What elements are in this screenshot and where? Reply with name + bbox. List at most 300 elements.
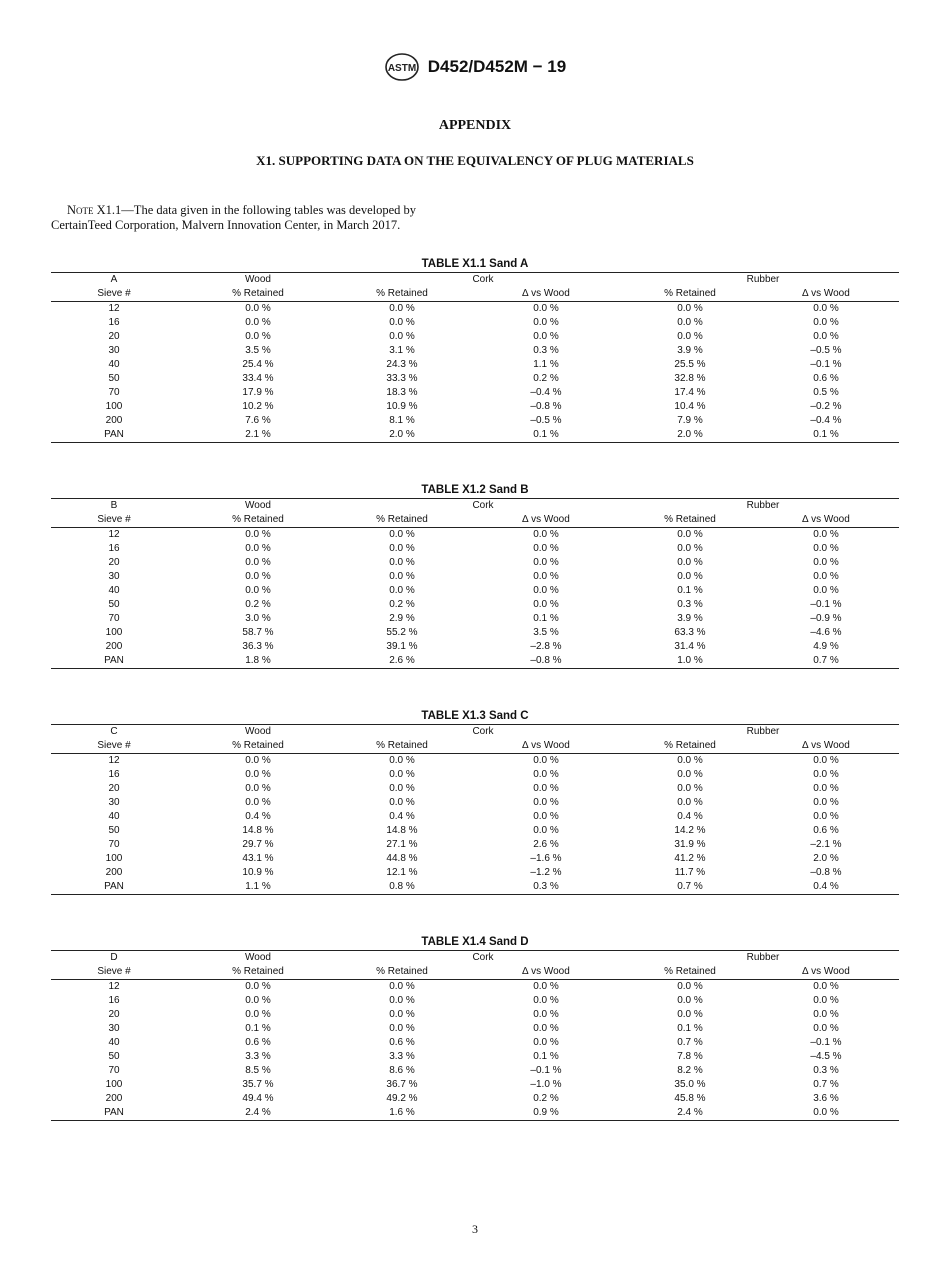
- table-sand-d: [51, 934, 899, 1121]
- note-text-line1: X1.1—The data given in the following tables was developed by: [93, 203, 417, 217]
- cell: 12: [108, 755, 120, 766]
- cell: 2.0 %: [627, 428, 753, 443]
- table-row: [51, 598, 899, 612]
- sand-label: D: [51, 951, 177, 966]
- cell: 3.1 %: [389, 345, 415, 356]
- cell: 55.2 %: [386, 627, 418, 638]
- cell: 2.6 %: [533, 839, 559, 850]
- cell: 8.5 %: [245, 1065, 271, 1076]
- cell: 0.0 %: [389, 783, 415, 794]
- cell: 0.0 %: [677, 557, 703, 568]
- cell: 2.4 %: [627, 1106, 753, 1121]
- cell: 0.3 %: [813, 1065, 839, 1076]
- cell: –0.4 %: [810, 415, 842, 426]
- table-row: [51, 866, 899, 880]
- cell: 0.0 %: [813, 797, 839, 808]
- table-row: [51, 754, 899, 769]
- cell: –0.1 %: [810, 1037, 842, 1048]
- cell: 0.1 %: [533, 1051, 559, 1062]
- cell: –2.8 %: [530, 641, 562, 652]
- data-table: [51, 498, 899, 669]
- cell: 0.0 %: [813, 811, 839, 822]
- cell: 0.1 %: [533, 613, 559, 624]
- cell: 0.0 %: [389, 981, 415, 992]
- column-header: % Retained: [177, 513, 339, 528]
- cell: 0.4 %: [677, 811, 703, 822]
- cell: –0.2 %: [810, 401, 842, 412]
- cell: 3.9 %: [677, 345, 703, 356]
- column-header-row: [51, 739, 899, 754]
- column-header: % Retained: [627, 287, 753, 302]
- cell: 0.2 %: [245, 599, 271, 610]
- cell: 50: [108, 825, 120, 836]
- cell: 100: [105, 1079, 123, 1090]
- cell: 2.6 %: [339, 654, 465, 669]
- cell: 31.9 %: [674, 839, 706, 850]
- cell: 49.4 %: [242, 1093, 274, 1104]
- cell: 0.9 %: [465, 1106, 627, 1121]
- cell: 3.3 %: [245, 1051, 271, 1062]
- cell: 14.8 %: [242, 825, 274, 836]
- cell: PAN: [51, 428, 177, 443]
- table-row: [51, 400, 899, 414]
- cell: 0.0 %: [389, 571, 415, 582]
- cell: 32.8 %: [674, 373, 706, 384]
- cell: 0.0 %: [389, 303, 415, 314]
- column-header: ∆ vs Wood: [753, 513, 899, 528]
- cell: 0.0 %: [677, 571, 703, 582]
- group-cork: Cork: [339, 725, 627, 740]
- cell: 0.0 %: [813, 995, 839, 1006]
- table-row: [51, 1050, 899, 1064]
- cell: 0.0 %: [389, 995, 415, 1006]
- cell: 0.0 %: [813, 755, 839, 766]
- cell: 12: [108, 981, 120, 992]
- cell: 0.7 %: [627, 880, 753, 895]
- group-rubber: Rubber: [627, 951, 899, 966]
- cell: 0.0 %: [813, 317, 839, 328]
- cell: 3.0 %: [245, 613, 271, 624]
- table-row: [51, 570, 899, 584]
- table-row: [51, 344, 899, 358]
- cell: 0.0 %: [533, 811, 559, 822]
- cell: 0.0 %: [389, 1023, 415, 1034]
- cell: 100: [105, 853, 123, 864]
- cell: 25.5 %: [674, 359, 706, 370]
- cell: 0.7 %: [813, 1079, 839, 1090]
- appendix-title: APPENDIX: [438, 118, 512, 133]
- cell: 70: [108, 387, 120, 398]
- cell: 0.0 %: [677, 331, 703, 342]
- cell: –4.5 %: [810, 1051, 842, 1062]
- cell: 24.3 %: [386, 359, 418, 370]
- cell: 50: [108, 373, 120, 384]
- cell: 0.0 %: [677, 543, 703, 554]
- cell: 0.0 %: [389, 317, 415, 328]
- group-header-row: [51, 499, 899, 514]
- cell: 40: [108, 811, 120, 822]
- cell: 0.0 %: [245, 331, 271, 342]
- cell: 2.1 %: [177, 428, 339, 443]
- cell: 20: [108, 783, 120, 794]
- data-table: [51, 272, 899, 443]
- cell: 0.3 %: [533, 345, 559, 356]
- cell: 18.3 %: [386, 387, 418, 398]
- cell: 0.0 %: [389, 797, 415, 808]
- cell: 12: [108, 529, 120, 540]
- cell: 0.0 %: [245, 571, 271, 582]
- cell: 16: [108, 543, 120, 554]
- column-header: ∆ vs Wood: [465, 513, 627, 528]
- cell: 0.1 %: [245, 1023, 271, 1034]
- cell: 0.0 %: [533, 331, 559, 342]
- cell: 0.0 %: [813, 981, 839, 992]
- cell: 1.1 %: [177, 880, 339, 895]
- table-row: [51, 528, 899, 543]
- cell: 0.0 %: [533, 769, 559, 780]
- cell: 17.4 %: [674, 387, 706, 398]
- cell: 0.0 %: [389, 557, 415, 568]
- note-x1-1: [51, 203, 481, 233]
- page-number: 3: [472, 1222, 478, 1236]
- table-sand-b: [51, 482, 899, 669]
- cell: 0.0 %: [245, 585, 271, 596]
- cell: 30: [108, 1023, 120, 1034]
- cell: 0.4 %: [753, 880, 899, 895]
- cell: 70: [108, 613, 120, 624]
- table-row: [51, 302, 899, 317]
- cell: –4.6 %: [810, 627, 842, 638]
- cell: 0.0 %: [813, 1009, 839, 1020]
- table-row: [51, 880, 899, 895]
- table-row: [51, 654, 899, 669]
- cell: 3.9 %: [677, 613, 703, 624]
- cell: 12.1 %: [386, 867, 418, 878]
- cell: 0.0 %: [813, 1023, 839, 1034]
- cell: 8.1 %: [389, 415, 415, 426]
- column-header: % Retained: [627, 739, 753, 754]
- cell: 0.0 %: [677, 1009, 703, 1020]
- cell: 0.0 %: [245, 769, 271, 780]
- cell: 0.0 %: [389, 585, 415, 596]
- standard-number: D452/D452M − 19: [427, 57, 567, 76]
- cell: –0.1 %: [530, 1065, 562, 1076]
- table-caption: TABLE X1.1 Sand A: [421, 258, 529, 270]
- cell: 0.0 %: [677, 755, 703, 766]
- cell: 0.0 %: [813, 543, 839, 554]
- cell: 0.0 %: [533, 529, 559, 540]
- cell: 10.9 %: [386, 401, 418, 412]
- column-header: Sieve #: [51, 287, 177, 302]
- cell: 36.3 %: [242, 641, 274, 652]
- table-row: [51, 1106, 899, 1121]
- cell: 50: [108, 1051, 120, 1062]
- column-header: ∆ vs Wood: [753, 739, 899, 754]
- table-sand-c: [51, 708, 899, 895]
- cell: 0.1 %: [677, 1023, 703, 1034]
- cell: 35.0 %: [674, 1079, 706, 1090]
- cell: –1.6 %: [530, 853, 562, 864]
- cell: 40: [108, 1037, 120, 1048]
- table-row: [51, 626, 899, 640]
- page-header: [0, 52, 950, 87]
- svg-text:ASTM: ASTM: [387, 63, 416, 74]
- cell: 0.0 %: [677, 995, 703, 1006]
- group-header-row: [51, 951, 899, 966]
- table-row: [51, 994, 899, 1008]
- cell: –0.5 %: [530, 415, 562, 426]
- cell: –0.9 %: [810, 613, 842, 624]
- cell: 50: [108, 599, 120, 610]
- cell: 0.0 %: [813, 529, 839, 540]
- cell: 0.0 %: [245, 1009, 271, 1020]
- cell: 0.6 %: [245, 1037, 271, 1048]
- cell: 0.0 %: [533, 981, 559, 992]
- cell: –1.2 %: [530, 867, 562, 878]
- cell: PAN: [51, 880, 177, 895]
- cell: 40: [108, 585, 120, 596]
- table-caption: TABLE X1.4 Sand D: [421, 936, 529, 948]
- cell: 0.0 %: [245, 797, 271, 808]
- table-row: [51, 1022, 899, 1036]
- cell: 0.0 %: [813, 585, 839, 596]
- cell: 49.2 %: [386, 1093, 418, 1104]
- cell: 0.0 %: [245, 529, 271, 540]
- cell: 0.0 %: [533, 797, 559, 808]
- table-caption: TABLE X1.2 Sand B: [421, 484, 529, 496]
- cell: 35.7 %: [242, 1079, 274, 1090]
- cell: 40: [108, 359, 120, 370]
- cell: 10.2 %: [242, 401, 274, 412]
- cell: 0.1 %: [677, 585, 703, 596]
- table-row: [51, 1078, 899, 1092]
- cell: 30: [108, 797, 120, 808]
- cell: 14.8 %: [386, 825, 418, 836]
- cell: 39.1 %: [386, 641, 418, 652]
- cell: 200: [105, 641, 123, 652]
- column-header-row: [51, 965, 899, 980]
- cell: 0.0 %: [813, 331, 839, 342]
- table-row: [51, 584, 899, 598]
- table-row: [51, 640, 899, 654]
- column-header: % Retained: [627, 513, 753, 528]
- sand-label: C: [51, 725, 177, 740]
- cell: 0.0 %: [677, 797, 703, 808]
- column-header: % Retained: [339, 965, 465, 980]
- column-header: % Retained: [177, 965, 339, 980]
- column-header: ∆ vs Wood: [465, 287, 627, 302]
- table-row: [51, 612, 899, 626]
- cell: 1.8 %: [177, 654, 339, 669]
- cell: 0.0 %: [677, 981, 703, 992]
- cell: 0.0 %: [245, 557, 271, 568]
- cell: 0.0 %: [753, 1106, 899, 1121]
- column-header: ∆ vs Wood: [753, 965, 899, 980]
- cell: 1.1 %: [533, 359, 559, 370]
- table-row: [51, 782, 899, 796]
- cell: –1.0 %: [530, 1079, 562, 1090]
- table-row: [51, 1008, 899, 1022]
- cell: 16: [108, 769, 120, 780]
- cell: 1.6 %: [339, 1106, 465, 1121]
- column-header: % Retained: [339, 287, 465, 302]
- cell: 0.1 %: [753, 428, 899, 443]
- table-row: [51, 556, 899, 570]
- cell: 0.0 %: [813, 783, 839, 794]
- table-row: [51, 386, 899, 400]
- table-row: [51, 852, 899, 866]
- cell: 0.2 %: [389, 599, 415, 610]
- cell: 36.7 %: [386, 1079, 418, 1090]
- cell: –0.8 %: [530, 401, 562, 412]
- column-header-row: [51, 513, 899, 528]
- table-row: [51, 838, 899, 852]
- sand-label: B: [51, 499, 177, 514]
- cell: 200: [105, 867, 123, 878]
- table-caption: TABLE X1.3 Sand C: [421, 710, 529, 722]
- cell: 30: [108, 571, 120, 582]
- cell: 0.0 %: [533, 571, 559, 582]
- group-wood: Wood: [177, 273, 339, 288]
- group-cork: Cork: [339, 499, 627, 514]
- cell: 0.0 %: [245, 543, 271, 554]
- cell: 16: [108, 995, 120, 1006]
- cell: 7.9 %: [677, 415, 703, 426]
- cell: 0.0 %: [389, 769, 415, 780]
- cell: 0.0 %: [533, 1009, 559, 1020]
- cell: 10.9 %: [242, 867, 274, 878]
- cell: 27.1 %: [386, 839, 418, 850]
- column-header: % Retained: [339, 513, 465, 528]
- cell: 70: [108, 839, 120, 850]
- cell: 0.0 %: [533, 543, 559, 554]
- cell: –0.4 %: [530, 387, 562, 398]
- cell: 0.6 %: [813, 373, 839, 384]
- cell: 0.4 %: [389, 811, 415, 822]
- column-header: % Retained: [339, 739, 465, 754]
- cell: 0.1 %: [465, 428, 627, 443]
- group-wood: Wood: [177, 725, 339, 740]
- cell: 0.0 %: [389, 543, 415, 554]
- cell: 30: [108, 345, 120, 356]
- cell: 100: [105, 627, 123, 638]
- cell: 33.3 %: [386, 373, 418, 384]
- cell: 0.0 %: [533, 585, 559, 596]
- note-label: Note: [67, 203, 94, 217]
- data-table: [51, 724, 899, 895]
- cell: 0.7 %: [753, 654, 899, 669]
- cell: 0.0 %: [813, 571, 839, 582]
- cell: 12: [108, 303, 120, 314]
- cell: 31.4 %: [674, 641, 706, 652]
- table-row: [51, 358, 899, 372]
- cell: PAN: [51, 1106, 177, 1121]
- cell: PAN: [51, 654, 177, 669]
- cell: –0.1 %: [810, 599, 842, 610]
- column-header: Sieve #: [51, 739, 177, 754]
- cell: 0.0 %: [533, 995, 559, 1006]
- table-row: [51, 1092, 899, 1106]
- cell: 200: [105, 1093, 123, 1104]
- cell: 29.7 %: [242, 839, 274, 850]
- cell: –0.8 %: [465, 654, 627, 669]
- table-row: [51, 316, 899, 330]
- cell: 20: [108, 557, 120, 568]
- cell: 25.4 %: [242, 359, 274, 370]
- cell: 0.0 %: [245, 317, 271, 328]
- cell: 0.0 %: [813, 303, 839, 314]
- group-cork: Cork: [339, 951, 627, 966]
- cell: 14.2 %: [674, 825, 706, 836]
- cell: 3.5 %: [245, 345, 271, 356]
- cell: 20: [108, 331, 120, 342]
- group-wood: Wood: [177, 951, 339, 966]
- column-header: % Retained: [177, 287, 339, 302]
- section-title: X1. SUPPORTING DATA ON THE EQUIVALENCY OF PLUG MATERIALS: [256, 153, 694, 168]
- cell: 2.0 %: [813, 853, 839, 864]
- table-row: [51, 414, 899, 428]
- table-row: [51, 428, 899, 443]
- cell: 0.0 %: [389, 755, 415, 766]
- table-row: [51, 796, 899, 810]
- cell: 11.7 %: [674, 867, 706, 878]
- cell: 0.0 %: [245, 755, 271, 766]
- table-row: [51, 330, 899, 344]
- cell: 16: [108, 317, 120, 328]
- data-table: [51, 950, 899, 1121]
- cell: 2.4 %: [177, 1106, 339, 1121]
- table-row: [51, 1036, 899, 1050]
- cell: 0.0 %: [389, 1009, 415, 1020]
- cell: 0.6 %: [813, 825, 839, 836]
- group-cork: Cork: [339, 273, 627, 288]
- cell: 0.0 %: [533, 783, 559, 794]
- cell: 0.0 %: [677, 529, 703, 540]
- cell: 3.5 %: [533, 627, 559, 638]
- cell: 17.9 %: [242, 387, 274, 398]
- cell: 0.0 %: [533, 599, 559, 610]
- group-rubber: Rubber: [627, 499, 899, 514]
- table-row: [51, 1064, 899, 1078]
- table-row: [51, 810, 899, 824]
- column-header: ∆ vs Wood: [753, 287, 899, 302]
- cell: 0.0 %: [533, 317, 559, 328]
- cell: 44.8 %: [386, 853, 418, 864]
- cell: 70: [108, 1065, 120, 1076]
- group-rubber: Rubber: [627, 273, 899, 288]
- cell: 0.0 %: [677, 769, 703, 780]
- cell: 41.2 %: [674, 853, 706, 864]
- cell: 63.3 %: [674, 627, 706, 638]
- column-header: Sieve #: [51, 513, 177, 528]
- column-header: Sieve #: [51, 965, 177, 980]
- cell: 0.0 %: [389, 529, 415, 540]
- column-header: ∆ vs Wood: [465, 739, 627, 754]
- cell: 0.0 %: [533, 825, 559, 836]
- cell: 0.0 %: [813, 557, 839, 568]
- cell: 7.8 %: [677, 1051, 703, 1062]
- group-rubber: Rubber: [627, 725, 899, 740]
- table-row: [51, 980, 899, 995]
- cell: 43.1 %: [242, 853, 274, 864]
- cell: 0.0 %: [389, 331, 415, 342]
- table-row: [51, 768, 899, 782]
- cell: 0.2 %: [533, 373, 559, 384]
- cell: 0.0 %: [677, 783, 703, 794]
- cell: –0.1 %: [810, 359, 842, 370]
- column-header-row: [51, 287, 899, 302]
- cell: 0.5 %: [813, 387, 839, 398]
